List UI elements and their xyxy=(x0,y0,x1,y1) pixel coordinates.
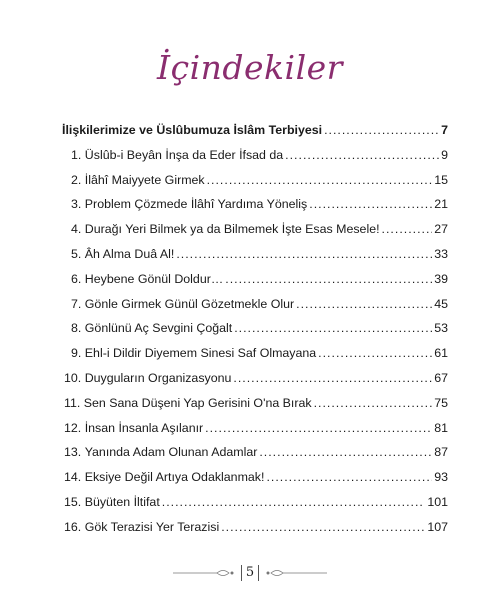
toc-entry xyxy=(62,520,448,545)
toc-entry-title: Problem Çözmede İlâhî Yardıma Yöneliş xyxy=(84,197,308,212)
toc-page-number: 7 xyxy=(441,123,448,137)
toc-page-number: 81 xyxy=(434,420,448,435)
page-footer xyxy=(0,562,500,584)
toc-entry-title: Gönle Girmek Günül Gözetmekle Olur xyxy=(84,296,295,311)
toc-entry-title: İlâhî Maiyyete Girmek xyxy=(84,172,205,187)
toc-page-number: 67 xyxy=(434,370,448,385)
toc-entry xyxy=(62,148,448,173)
toc-page-number: 21 xyxy=(434,197,448,212)
right-ornament-icon xyxy=(265,567,327,579)
toc-entry xyxy=(62,445,448,470)
toc-entry-title: Büyüten İltifat xyxy=(84,494,160,509)
toc-entry-number: 10. xyxy=(64,370,82,385)
toc-entry-number: 4. xyxy=(71,222,82,237)
toc-entry-number: 9. xyxy=(71,346,82,361)
dot-leader xyxy=(234,321,432,335)
toc-entry-number: 8. xyxy=(71,321,82,336)
toc-page-number: 87 xyxy=(434,445,448,460)
dot-leader xyxy=(176,247,432,261)
dot-leader xyxy=(259,445,432,459)
toc-entries xyxy=(62,148,448,545)
toc-entry-number: 15. xyxy=(64,494,82,509)
dot-leader xyxy=(205,421,432,435)
dot-leader xyxy=(324,123,439,137)
toc-entry xyxy=(62,495,448,520)
toc-entry xyxy=(62,470,448,495)
toc-entry-title: Duyguların Organizasyonu xyxy=(84,370,232,385)
toc-entry xyxy=(62,396,448,421)
toc-page-number: 39 xyxy=(434,271,448,286)
toc-page-number: 61 xyxy=(434,346,448,361)
toc-entry-number: 14. xyxy=(64,470,82,485)
dot-leader xyxy=(296,297,432,311)
toc-page-number: 93 xyxy=(434,470,448,485)
dot-leader xyxy=(314,396,433,410)
dot-leader xyxy=(309,197,432,211)
page-title: İçindekiler xyxy=(157,48,343,87)
toc-entry-title: Yanında Adam Olunan Adamlar xyxy=(84,445,258,460)
toc-entry-title: İnsan İnsanla Aşılanır xyxy=(84,420,204,435)
toc-entry-title: Âh Alma Duâ Al! xyxy=(84,246,175,261)
toc-page-number: 45 xyxy=(434,296,448,311)
toc-entry xyxy=(62,346,448,371)
toc-entry xyxy=(62,421,448,446)
left-ornament-icon xyxy=(173,567,235,579)
toc-entry-number: 16. xyxy=(64,519,82,534)
toc-entry-title: Üslûb-i Beyân İnşa da Eder İfsad da xyxy=(84,147,284,162)
toc-entry-number: 12. xyxy=(64,420,82,435)
toc-page-number: 27 xyxy=(434,222,448,237)
toc-entry xyxy=(62,197,448,222)
dot-leader xyxy=(266,470,432,484)
toc-entry-title: Gönlünü Aç Sevgini Çoğalt xyxy=(84,321,233,336)
toc-entry xyxy=(62,297,448,322)
toc-entry-number: 5. xyxy=(71,246,82,261)
toc-page-number: 75 xyxy=(434,395,448,410)
toc-entry-number: 1. xyxy=(71,147,82,162)
dot-leader xyxy=(382,222,433,236)
toc-section-title: İlişkilerimize ve Üslûbumuza İslâm Terbiyesi xyxy=(62,123,323,137)
toc-entry-title: Sen Sana Düşeni Yap Gerisini O'na Bırak xyxy=(83,395,312,410)
toc-entry-number: 2. xyxy=(71,172,82,187)
toc-page-number: 53 xyxy=(434,321,448,336)
toc-entry-number: 13. xyxy=(64,445,82,460)
toc-entry xyxy=(62,371,448,396)
toc-entry-title: Ehl-i Dildir Diyemem Sinesi Saf Olmayana xyxy=(84,346,317,361)
toc-page-number: 107 xyxy=(427,519,448,534)
dot-leader xyxy=(221,520,425,534)
toc-page-number: 33 xyxy=(434,246,448,261)
toc-entry-title: Eksiye Değil Artıya Odaklanmak! xyxy=(84,470,265,485)
toc-entry-title: Gök Terazisi Yer Terazisi xyxy=(84,519,220,534)
toc-entry xyxy=(62,222,448,247)
toc-entry-title: Durağı Yeri Bilmek ya da Bilmemek İşte Esas Mesele! xyxy=(84,222,380,237)
dot-leader xyxy=(233,371,432,385)
dot-leader xyxy=(207,173,433,187)
toc-entry xyxy=(62,272,448,297)
table-of-contents xyxy=(62,123,448,545)
dot-leader xyxy=(162,495,426,509)
toc-section-header xyxy=(62,123,448,148)
toc-entry-number: 3. xyxy=(71,197,82,212)
dot-leader xyxy=(285,148,439,162)
dot-leader xyxy=(225,272,432,286)
toc-page-number: 15 xyxy=(434,172,448,187)
toc-entry-number: 7. xyxy=(71,296,82,311)
toc-entry xyxy=(62,173,448,198)
toc-page-number: 9 xyxy=(441,147,448,162)
dot-leader xyxy=(318,346,432,360)
toc-entry-title: Heybene Gönül Doldur… xyxy=(84,271,224,286)
footer-page-number: 5 xyxy=(241,565,259,581)
toc-entry xyxy=(62,321,448,346)
toc-entry xyxy=(62,247,448,272)
toc-entry-number: 6. xyxy=(71,271,82,286)
toc-entry-number: 11. xyxy=(64,395,81,410)
toc-page-number: 101 xyxy=(427,494,448,509)
